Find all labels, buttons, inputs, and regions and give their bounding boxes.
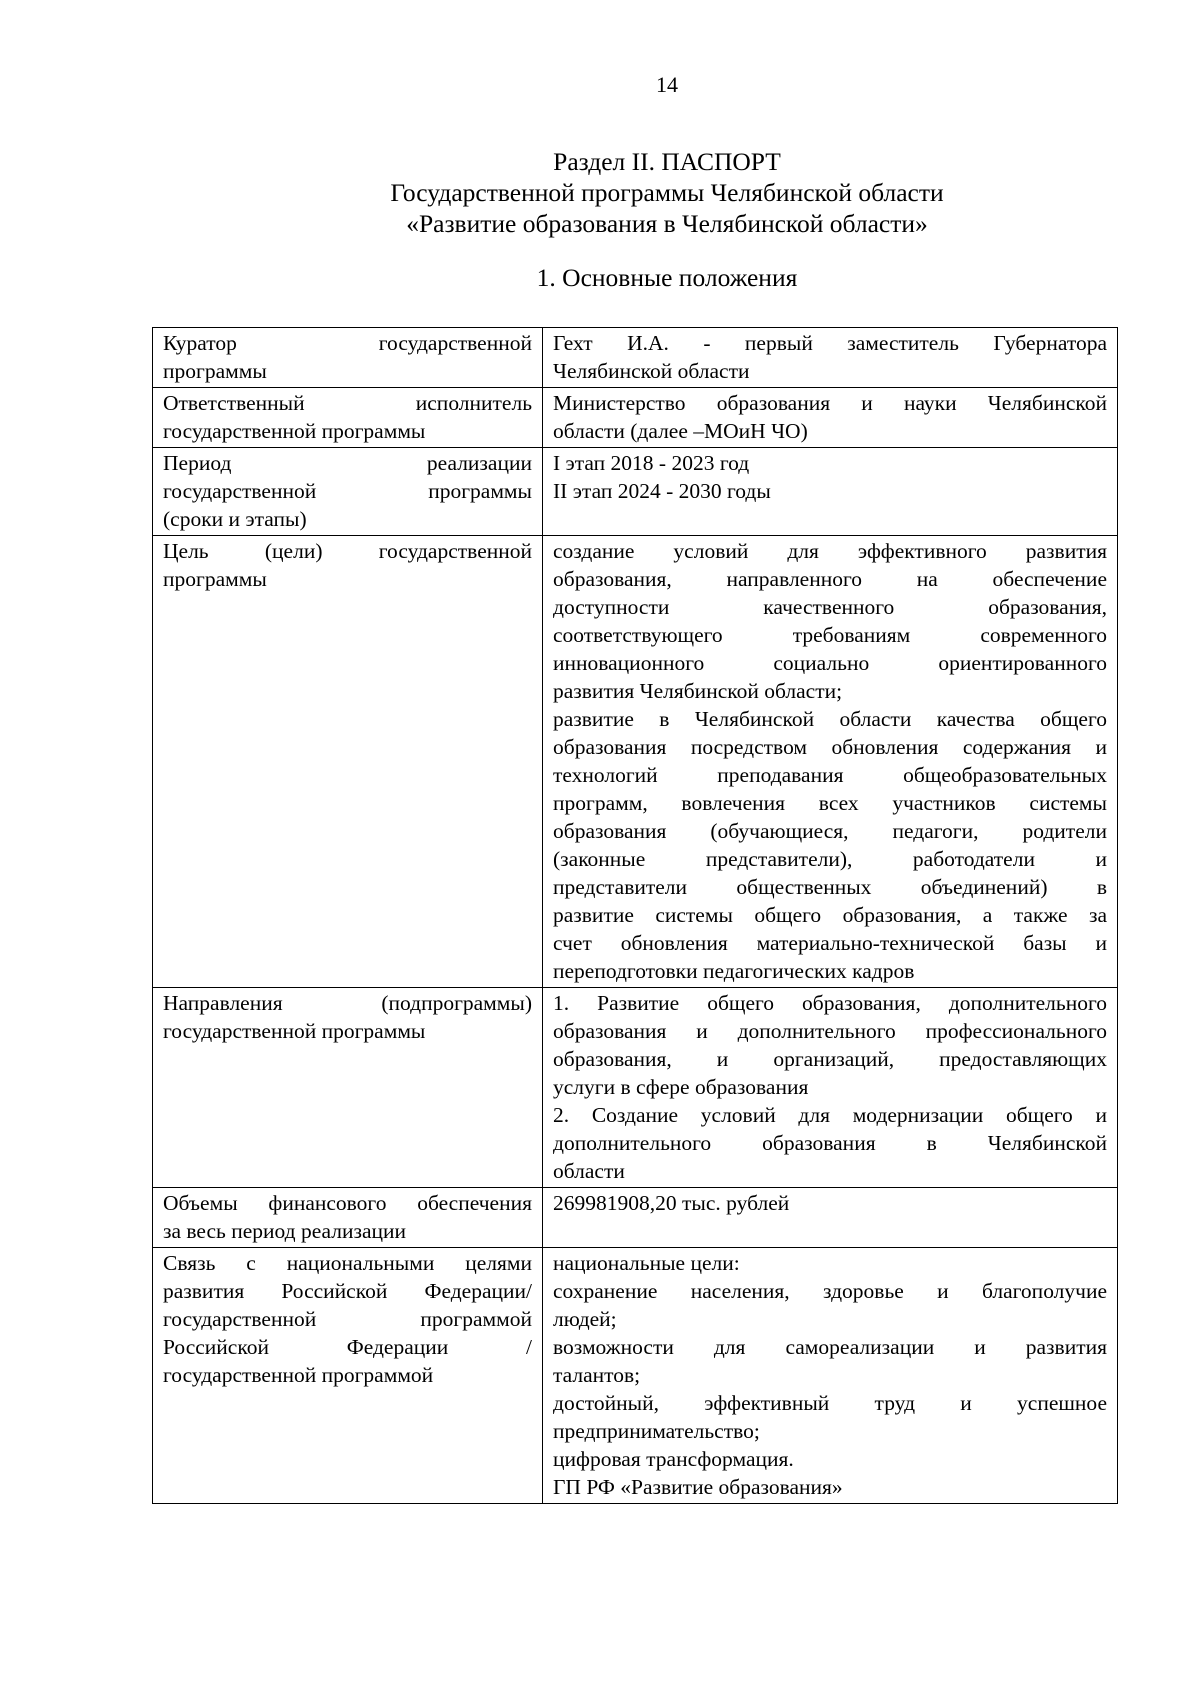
row-label-line: Период реализации: [163, 451, 532, 475]
row-value-line: доступности качественного образования,: [553, 595, 1107, 619]
row-value-line: развитие в Челябинской области качества общего: [553, 707, 1107, 731]
row-value-line: 269981908,20 тыс. рублей: [553, 1191, 790, 1215]
row-label-line: Куратор государственной: [163, 331, 532, 355]
row-value-cell: [543, 988, 1118, 1188]
row-value-line: людей;: [553, 1307, 617, 1331]
row-label-line: Объемы финансового обеспечения: [163, 1191, 532, 1215]
row-label-line: (сроки и этапы): [163, 507, 307, 531]
row-label-line: Цель (цели) государственной: [163, 539, 532, 563]
row-value-line: развитие системы общего образования, а также за: [553, 903, 1107, 927]
row-value-line: цифровая трансформация.: [553, 1447, 794, 1471]
row-value-line: образования (обучающиеся, педагоги, родители: [553, 819, 1107, 843]
row-value-line: Министерство образования и науки Челябинской: [553, 391, 1107, 415]
row-value-line: создание условий для эффективного развития: [553, 539, 1107, 563]
row-label-line: Направления (подпрограммы): [163, 991, 532, 1015]
row-label-line: Российской Федерации /: [163, 1335, 532, 1359]
row-label-cell: [153, 536, 543, 988]
row-value-cell: [543, 1248, 1118, 1504]
row-value-line: счет обновления материально-технической базы и: [553, 931, 1107, 955]
row-value-line: возможности для самореализации и развития: [553, 1335, 1107, 1359]
row-label-line: развития Российской Федерации/: [163, 1279, 532, 1303]
row-value-line: I этап 2018 - 2023 год: [553, 451, 750, 475]
title-line-1: Раздел II. ПАСПОРТ: [553, 147, 781, 176]
row-value-line: II этап 2024 - 2030 годы: [553, 479, 771, 503]
row-value-line: развития Челябинской области;: [553, 679, 843, 703]
row-label-cell: [153, 1248, 543, 1504]
row-value-cell: [543, 388, 1118, 448]
row-value-line: (законные представители), работодатели и: [553, 847, 1107, 871]
table-row: [153, 536, 1118, 988]
document-title: [0, 146, 1200, 239]
table-row: [153, 328, 1118, 388]
row-label-line: государственной программы: [163, 1019, 426, 1043]
row-label-line: программы: [163, 359, 267, 383]
row-value-line: области: [553, 1159, 625, 1183]
row-label-cell: [153, 388, 543, 448]
title-line-3: «Развитие образования в Челябинской области»: [406, 209, 928, 238]
row-value-line: образования и дополнительного профессионального: [553, 1019, 1107, 1043]
row-value-cell: [543, 1188, 1118, 1248]
row-label-cell: [153, 1188, 543, 1248]
row-value-line: 1. Развитие общего образования, дополнительного: [553, 991, 1107, 1015]
row-value-line: Гехт И.А. - первый заместитель Губернатора: [553, 331, 1107, 355]
row-value-line: образования, направленного на обеспечение: [553, 567, 1107, 591]
table-row: [153, 448, 1118, 536]
page-number: 14: [656, 72, 678, 97]
row-label-line: Связь с национальными целями: [163, 1251, 532, 1275]
row-value-line: ГП РФ «Развитие образования»: [553, 1475, 843, 1499]
row-label-line: государственной программой: [163, 1307, 532, 1331]
row-label-cell: [153, 988, 543, 1188]
row-value-line: Челябинской области: [553, 359, 750, 383]
table-row: [153, 388, 1118, 448]
row-value-line: достойный, эффективный труд и успешное: [553, 1391, 1107, 1415]
passport-table-body: [153, 328, 1118, 1504]
row-value-cell: [543, 448, 1118, 536]
row-value-line: дополнительного образования в Челябинской: [553, 1131, 1107, 1155]
passport-table: [152, 327, 1118, 1504]
row-label-line: программы: [163, 567, 267, 591]
table-row: [153, 1188, 1118, 1248]
table-row: [153, 988, 1118, 1188]
row-value-line: сохранение населения, здоровье и благополучие: [553, 1279, 1107, 1303]
row-value-line: технологий преподавания общеобразовательных: [553, 763, 1107, 787]
row-value-line: образования, и организаций, предоставляющих: [553, 1047, 1107, 1071]
row-value-line: услуги в сфере образования: [553, 1075, 809, 1099]
row-value-cell: [543, 328, 1118, 388]
row-value-cell: [543, 536, 1118, 988]
row-value-line: переподготовки педагогических кадров: [553, 959, 915, 983]
row-value-line: представители общественных объединений) в: [553, 875, 1107, 899]
row-label-cell: [153, 448, 543, 536]
row-value-line: образования посредством обновления содержания и: [553, 735, 1107, 759]
row-label-line: Ответственный исполнитель: [163, 391, 532, 415]
row-value-line: национальные цели:: [553, 1251, 740, 1275]
table-row: [153, 1248, 1118, 1504]
row-value-line: программ, вовлечения всех участников системы: [553, 791, 1107, 815]
row-label-line: государственной программы: [163, 419, 426, 443]
row-value-line: 2. Создание условий для модернизации общего и: [553, 1103, 1107, 1127]
row-value-line: талантов;: [553, 1363, 641, 1387]
section-heading: 1. Основные положения: [536, 263, 798, 292]
row-label-cell: [153, 328, 543, 388]
title-line-2: Государственной программы Челябинской области: [390, 178, 944, 207]
row-label-line: за весь период реализации: [163, 1219, 407, 1243]
row-label-line: государственной программы: [163, 479, 532, 503]
row-value-line: предпринимательство;: [553, 1419, 760, 1443]
row-value-line: области (далее –МОиН ЧО): [553, 419, 808, 443]
row-label-line: государственной программой: [163, 1363, 434, 1387]
row-value-line: соответствующего требованиям современного: [553, 623, 1107, 647]
row-value-line: инновационного социально ориентированного: [553, 651, 1107, 675]
